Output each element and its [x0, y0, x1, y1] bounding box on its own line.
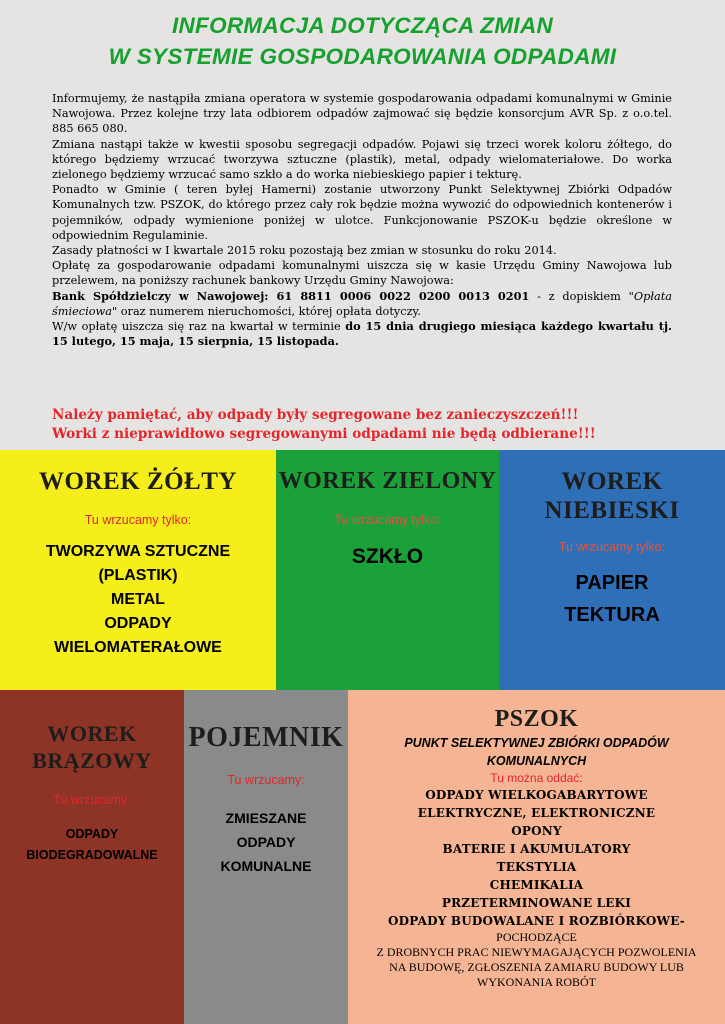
- green-bag-items: [276, 544, 499, 570]
- payment-deadline-text: W/w opłatę uiszcza się raz na kwartał w terminie: [52, 320, 346, 334]
- container-title: POJEMNIK: [188, 722, 344, 753]
- list-item: CHEMIKALIA: [489, 878, 584, 892]
- bank-account: Bank Spółdzielczy w Nawojowej: 61 8811 0006 0022 0200 0013 0201: [52, 288, 530, 303]
- green-bag-title: WOREK ZIELONY: [278, 468, 497, 494]
- yellow-bag-title: WOREK ŻÓŁTY: [39, 468, 237, 495]
- list-item: ODPADY: [65, 827, 119, 841]
- intro-paragraph: Opłatę za gospodarowanie odpadami komunalnymi uiszcza się w kasie Urzędu Gminy Nawojowa lub przelewem, na poniższy rachunek bankowy Urzędu Gminy Nawojowa:: [52, 259, 672, 288]
- pszok-subtitle: Tu można oddać:: [490, 771, 583, 785]
- intro-text: [52, 91, 672, 349]
- bank-account-text-end: oraz numerem nieruchomości, której opłata dotyczy.: [117, 304, 422, 318]
- blue-bag-title-line: NIEBIESKI: [544, 497, 680, 524]
- payment-title: "Opłata śmieciowa": [52, 289, 672, 318]
- blue-bag-title-line: WOREK: [561, 468, 663, 495]
- list-item: TEKSTYLIA: [496, 860, 577, 874]
- container-items: [184, 806, 348, 878]
- pszok-note-line: POCHODZĄCE: [496, 930, 577, 944]
- pszok-note-line: NA BUDOWĘ, ZGŁOSZENIA ZAMIARU BUDOWY LUB: [389, 960, 684, 974]
- warning-line: Worki z nieprawidłowo segregowanymi odpadami nie będą odbierane!!!: [52, 426, 596, 442]
- list-item: ZMIESZANE: [225, 810, 307, 826]
- list-item: ODPADY: [236, 834, 296, 850]
- warning-line: Należy pamiętać, aby odpady były segregowane bez zanieczyszczeń!!!: [52, 407, 579, 423]
- page-title-line2: W SYSTEMIE GOSPODAROWANIA ODPADAMI: [108, 44, 617, 69]
- container-panel: [184, 690, 348, 1024]
- list-item: (PLASTIK): [98, 567, 178, 584]
- pszok-panel: [348, 690, 725, 1024]
- blue-bag-panel: [499, 450, 725, 690]
- green-bag-panel: [276, 450, 499, 690]
- brown-bag-items: [0, 824, 184, 866]
- list-item: ODPADY: [104, 615, 172, 632]
- list-item: OPONY: [511, 824, 562, 838]
- yellow-bag-subtitle: Tu wrzucamy tylko:: [84, 513, 192, 527]
- blue-bag-subtitle: Tu wrzucamy tylko:: [558, 540, 666, 554]
- intro-paragraph: Zmiana nastąpi także w kwestii sposobu segregacji odpadów. Pojawi się trzeci worek koloru żółtego, do którego będziemy wrzucać tworzywa sztuczne (plastik), metal, odpady wielomateriałowe. Do worka zielonego będziemy wrzucać samo szkło a do worka niebieskiego papier i tekturę.: [52, 137, 672, 182]
- list-item: TWORZYWA SZTUCZNE: [45, 543, 231, 560]
- yellow-bag-panel: [0, 450, 276, 690]
- pszok-full-name-line: KOMUNALNYCH: [486, 754, 587, 768]
- blue-bag-title: [499, 467, 725, 525]
- brown-bag-title-line: WOREK: [47, 721, 137, 746]
- brown-bag-subtitle: Tu wrzucamy:: [53, 793, 131, 807]
- blue-bag-items: [499, 567, 725, 631]
- list-item: BATERIE I AKUMULATORY: [442, 842, 631, 856]
- yellow-bag-items: [0, 540, 276, 660]
- pszok-title: PSZOK: [494, 706, 579, 732]
- pszok-full-name: [348, 734, 725, 770]
- brown-bag-panel: [0, 690, 184, 1024]
- intro-paragraph: Informujemy, że nastąpiła zmiana operatora w systemie gospodarowania odpadami komunalnymi w Gminie Nawojowa. Przez kolejne trzy lata odbiorem odpadów zajmować się będzie konsorcjum AVR Sp. z o.o.tel. 885 665 080.: [52, 92, 672, 136]
- list-item: PRZETERMINOWANE LEKI: [441, 896, 632, 910]
- warning-text: [52, 406, 692, 444]
- brown-bag-title: [0, 720, 184, 774]
- brown-bag-title-line: BRĄZOWY: [32, 748, 152, 773]
- list-item: PAPIER: [575, 572, 649, 594]
- page-title: [0, 10, 725, 72]
- list-item: METAL: [111, 591, 165, 608]
- bank-account-text: - z dopiskiem: [529, 289, 629, 303]
- page-title-line1: INFORMACJA DOTYCZĄCA ZMIAN: [171, 13, 554, 38]
- payment-deadline: do 15 dnia drugiego miesiąca każdego kwartału tj. 15 lutego, 15 maja, 15 sierpnia, 15 listopada.: [52, 319, 672, 349]
- list-item: TEKTURA: [564, 604, 660, 626]
- list-item: ELEKTRYCZNE, ELEKTRONICZNE: [417, 806, 656, 820]
- list-item: SZKŁO: [351, 545, 424, 568]
- list-item: ODPADY WIELKOGABARYTOWE: [425, 788, 648, 802]
- pszok-full-name-line: PUNKT SELEKTYWNEJ ZBIÓRKI ODPADÓW: [404, 736, 669, 750]
- list-item: WIELOMATERAŁOWE: [54, 639, 222, 656]
- bank-account-paragraph: [52, 289, 672, 319]
- payment-deadline-paragraph: [52, 319, 672, 349]
- pszok-items: [348, 786, 725, 930]
- pszok-note-line: WYKONANIA ROBÓT: [477, 975, 596, 989]
- intro-paragraph: Zasady płatności w I kwartale 2015 roku pozostają bez zmian w stosunku do roku 2014.: [52, 244, 557, 258]
- list-item: BIODEGRADOWALNE: [26, 848, 158, 862]
- intro-paragraph: Ponadto w Gminie ( teren byłej Hamerni) zostanie utworzony Punkt Selektywnej Zbiórki Odpadów Komunalnych tzw. PSZOK, do którego przez cały rok będzie można wywozić do odpowiednich kontenerów i pojemników, odpady wymienione poniżej w ulotce. Funkcjonowanie PSZOK-u będzie określone w odpowiednim Regulaminie.: [52, 183, 672, 242]
- pszok-note: [348, 930, 725, 990]
- list-item: KOMUNALNE: [220, 858, 312, 874]
- pszok-note-line: Z DROBNYCH PRAC NIEWYMAGAJĄCYCH POZWOLENIA: [376, 945, 697, 959]
- container-subtitle: Tu wrzucamy:: [227, 773, 305, 787]
- list-item: ODPADY BUDOWALANE I ROZBIÓRKOWE-: [388, 914, 685, 928]
- green-bag-subtitle: Tu wrzucamy tylko:: [334, 513, 441, 527]
